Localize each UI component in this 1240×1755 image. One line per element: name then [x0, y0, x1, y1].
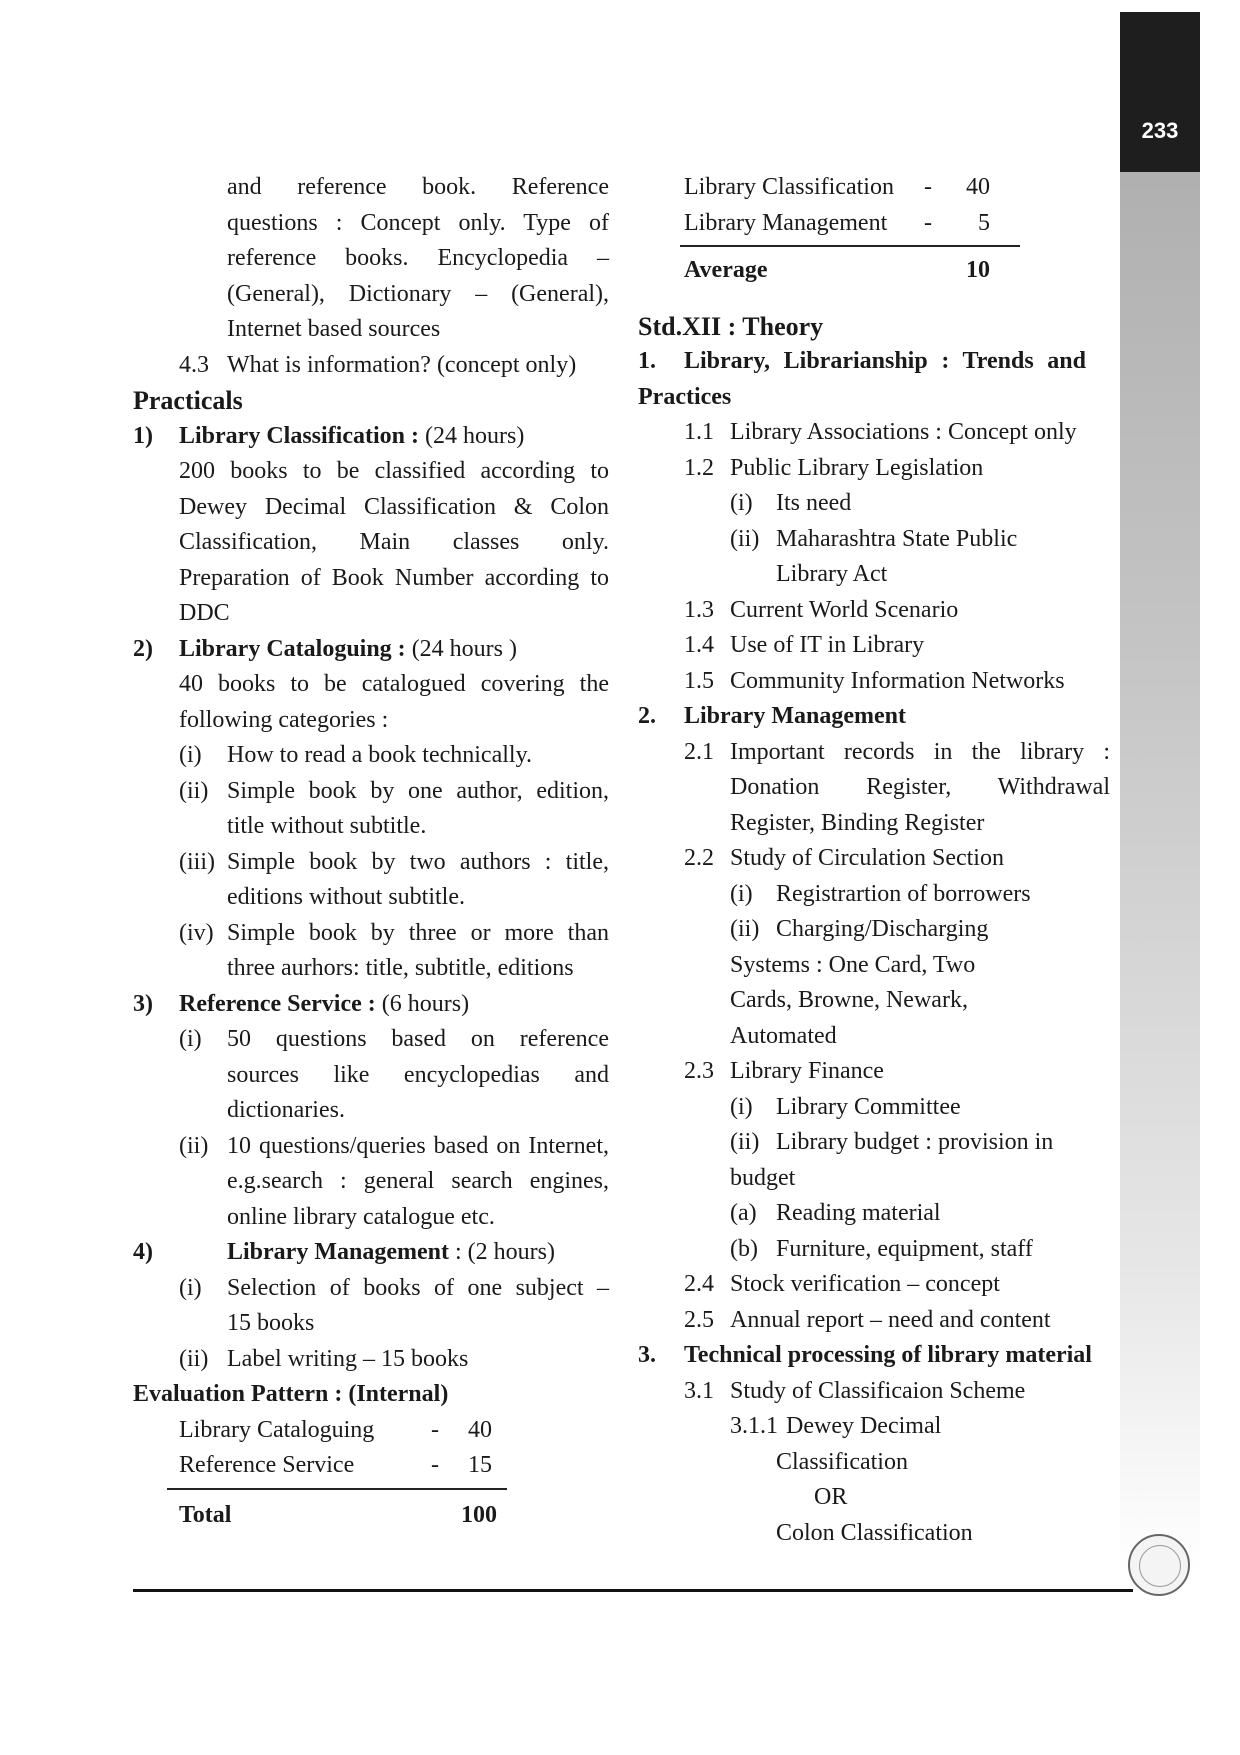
sub-number: (ii)	[730, 1129, 760, 1155]
sub-text: Reading material	[776, 1200, 941, 1226]
item-number: 4.3	[179, 351, 209, 378]
item-title: Reference Service :	[179, 990, 376, 1017]
text-line: reference books. Encyclopedia –	[227, 245, 609, 271]
section-1	[638, 344, 1118, 380]
sub-number: (b)	[730, 1235, 758, 1262]
item-text: Library Finance	[730, 1058, 884, 1084]
text-line: three aurhors: title, subtitle, editions	[227, 955, 574, 981]
sub-number: (i)	[730, 1093, 753, 1120]
item-text: Annual report – need and content	[730, 1306, 1051, 1333]
total-value: 100	[461, 1501, 497, 1528]
sub-number: (iii)	[179, 848, 215, 875]
item-number: 2.5	[684, 1306, 714, 1333]
text-line: and reference book. Reference	[227, 174, 609, 200]
text-line: Internet based sources	[227, 316, 441, 342]
section-number: 3.	[638, 1342, 656, 1368]
sub-text: Dewey Decimal	[786, 1413, 942, 1439]
sub-number: (iv)	[179, 919, 214, 946]
sub-item	[730, 912, 1118, 948]
eval-value: 40	[468, 1416, 492, 1443]
text-line: title without subtitle.	[227, 813, 427, 839]
average-label: Average	[684, 257, 768, 283]
text-line: following categories :	[179, 706, 389, 733]
marks-value: 5	[978, 209, 990, 236]
sub-number: (ii)	[179, 1132, 209, 1159]
text-line: Donation Register, Withdrawal	[730, 774, 1110, 800]
right-column	[638, 170, 1118, 1551]
marks-row	[638, 170, 1118, 206]
item-number: 1.5	[684, 667, 714, 694]
marks-row	[638, 206, 1118, 242]
sub-item	[179, 845, 613, 881]
text-line: sources like encyclopedias and	[227, 1061, 609, 1088]
text-line: 200 books to be classified according to	[179, 458, 609, 484]
item-number: 4)	[133, 1239, 153, 1265]
item-text: Important records in the library :	[730, 738, 1110, 765]
theory-item	[684, 593, 1118, 629]
theory-item	[684, 628, 1118, 664]
marks-dash: -	[924, 174, 932, 200]
sub-item	[179, 916, 613, 952]
item-number: 3)	[133, 990, 153, 1017]
practical-4	[133, 1235, 613, 1271]
item-title: Library Classification :	[179, 422, 419, 449]
sub-number: (i)	[730, 490, 753, 516]
item-title: Library Cataloguing :	[179, 635, 406, 662]
item-text: Study of Circulation Section	[730, 845, 1004, 871]
sub-text: How to read a book technically.	[227, 742, 533, 768]
section-title-cont: Practices	[638, 383, 732, 410]
sub-item	[179, 738, 613, 774]
sub-item	[179, 774, 613, 810]
theory-item	[684, 451, 1118, 487]
page-number: 233	[1141, 118, 1179, 143]
item-number: 2)	[133, 635, 153, 662]
theory-item	[684, 1267, 1118, 1303]
eval-total	[133, 1498, 613, 1534]
sub-number: (ii)	[730, 916, 760, 942]
theory-item	[684, 841, 1118, 877]
item-number: 1)	[133, 422, 153, 449]
left-column	[133, 170, 613, 1533]
sub-item	[730, 1196, 1118, 1232]
section-number: 1.	[638, 348, 656, 374]
sub-item	[730, 877, 1118, 913]
theory-item	[684, 664, 1118, 700]
section-title: Library Management	[684, 703, 906, 729]
sub-text: Charging/Discharging	[776, 916, 989, 942]
text-line: dictionaries.	[227, 1097, 345, 1123]
text-line: Classification, Main classes only.	[179, 529, 609, 555]
item-text: Library Associations : Concept only	[730, 419, 1077, 445]
marks-name: Library Classification	[684, 174, 894, 200]
theory-item	[684, 1303, 1118, 1339]
item-text: Use of IT in Library	[730, 632, 925, 658]
item-number: 1.3	[684, 596, 714, 623]
item-hours: (24 hours)	[425, 422, 525, 449]
theory-item	[684, 1374, 1118, 1410]
section-number: 2.	[638, 703, 656, 729]
average-value: 10	[966, 257, 990, 283]
item-4-3	[179, 348, 613, 384]
eval-name: Reference Service	[179, 1452, 355, 1478]
sub-text: Selection of books of one subject –	[227, 1274, 609, 1301]
sub-text: Library Committee	[776, 1093, 961, 1120]
item-text: Stock verification – concept	[730, 1271, 1000, 1297]
text-line: Dewey Decimal Classification & Colon	[179, 493, 609, 520]
sub-item	[179, 1342, 613, 1378]
sub-text: Simple book by one author, edition,	[227, 777, 609, 804]
item-text: Community Information Networks	[730, 667, 1065, 694]
text-line: e.g.search : general search engines,	[227, 1168, 609, 1194]
sub-number: (ii)	[179, 1345, 209, 1372]
sub-item	[730, 1090, 1118, 1126]
total-rule	[167, 1488, 507, 1490]
sub-item	[730, 1232, 1118, 1268]
marks-dash: -	[924, 209, 932, 236]
sub-text: 50 questions based on reference	[227, 1026, 609, 1052]
sub-text: Maharashtra State Public	[776, 525, 1018, 552]
eval-value: 15	[468, 1452, 492, 1478]
bottom-rule	[133, 1589, 1133, 1592]
sub-item	[179, 1129, 613, 1165]
text-line: 15 books	[227, 1310, 315, 1336]
text-line: 40 books to be catalogued covering the	[179, 671, 609, 697]
item-title: Library Management	[227, 1239, 449, 1265]
sub-number: (ii)	[730, 525, 760, 552]
item-number: 1.2	[684, 454, 714, 481]
page-number-tab	[1120, 12, 1200, 172]
item-hours: : (2 hours)	[454, 1239, 555, 1265]
sub-item	[730, 1409, 1118, 1445]
item-number: 1.4	[684, 632, 714, 658]
theory-item	[684, 735, 1118, 771]
section-title: Library, Librarianship : Trends and	[684, 348, 1086, 374]
marks-value: 40	[966, 174, 990, 200]
text-line: OR	[814, 1484, 848, 1510]
sub-number: (i)	[179, 742, 202, 768]
sub-item	[730, 1125, 1118, 1161]
eval-dash: -	[431, 1416, 439, 1443]
item-hours: (6 hours)	[381, 990, 470, 1017]
item-text: Current World Scenario	[730, 596, 959, 623]
sub-text: Simple book by three or more than	[227, 919, 609, 946]
item-text: Study of Classificaion Scheme	[730, 1377, 1026, 1404]
item-number: 2.3	[684, 1058, 714, 1084]
practicals-heading: Practicals	[133, 386, 243, 415]
text-line: Classification	[776, 1448, 908, 1475]
total-label: Total	[179, 1501, 232, 1528]
emblem-seal	[1128, 1534, 1190, 1596]
text-line: DDC	[179, 600, 230, 626]
text-line: (General), Dictionary – (General),	[227, 280, 609, 307]
sub-text: Library budget : provision in	[776, 1129, 1054, 1155]
sub-number: (a)	[730, 1200, 757, 1226]
item-number: 2.2	[684, 845, 714, 871]
evaluation-heading: Evaluation Pattern : (Internal)	[133, 1381, 449, 1407]
sub-item	[730, 486, 1118, 522]
sub-text: Registrartion of borrowers	[776, 880, 1031, 907]
sub-number: (i)	[179, 1026, 202, 1052]
text-line: Automated	[730, 1022, 837, 1049]
text-line: online library catalogue etc.	[227, 1203, 495, 1230]
item-hours: (24 hours )	[411, 635, 518, 662]
eval-row	[133, 1413, 613, 1449]
section-3	[638, 1338, 1118, 1374]
side-gradient-bar	[1120, 12, 1200, 1572]
theory-heading: Std.XII : Theory	[638, 311, 824, 341]
sub-item	[730, 522, 1118, 558]
text-line: Register, Binding Register	[730, 809, 985, 836]
theory-item	[684, 1054, 1118, 1090]
practical-1	[133, 419, 613, 455]
item-number: 2.4	[684, 1271, 714, 1297]
item-text: What is information? (concept only)	[227, 351, 577, 378]
sub-text: Simple book by two authors : title,	[227, 848, 609, 875]
item-number: 2.1	[684, 738, 714, 765]
text-line: budget	[730, 1164, 796, 1191]
text-line: Colon Classification	[776, 1519, 973, 1546]
text-line: Preparation of Book Number according to	[179, 564, 609, 591]
text-line: editions without subtitle.	[227, 884, 465, 910]
sub-number: 3.1.1	[730, 1413, 778, 1439]
practical-2	[133, 632, 613, 668]
eval-name: Library Cataloguing	[179, 1416, 375, 1443]
text-line: questions : Concept only. Type of	[227, 209, 609, 236]
eval-row	[133, 1448, 613, 1484]
text-line: Cards, Browne, Newark,	[730, 987, 968, 1013]
sub-item	[179, 1271, 613, 1307]
item-text: Public Library Legislation	[730, 454, 984, 481]
average-row	[638, 253, 1118, 289]
theory-item	[684, 415, 1118, 451]
text-line: Library Act	[776, 561, 888, 587]
practical-3	[133, 987, 613, 1023]
item-number: 3.1	[684, 1377, 714, 1404]
item-number: 1.1	[684, 419, 714, 445]
sub-text: 10 questions/queries based on Internet,	[227, 1132, 609, 1159]
text-line: Systems : One Card, Two	[730, 951, 976, 978]
sub-number: (i)	[730, 880, 753, 907]
sub-text: Label writing – 15 books	[227, 1345, 469, 1372]
sub-text: Furniture, equipment, staff	[776, 1235, 1033, 1262]
sub-item	[179, 1022, 613, 1058]
marks-name: Library Management	[684, 209, 888, 236]
section-2	[638, 699, 1118, 735]
average-rule	[680, 245, 1020, 247]
sub-number: (i)	[179, 1274, 202, 1301]
sub-number: (ii)	[179, 777, 209, 804]
sub-text: Its need	[776, 490, 852, 516]
section-title: Technical processing of library material	[684, 1342, 1092, 1368]
eval-dash: -	[431, 1452, 439, 1478]
